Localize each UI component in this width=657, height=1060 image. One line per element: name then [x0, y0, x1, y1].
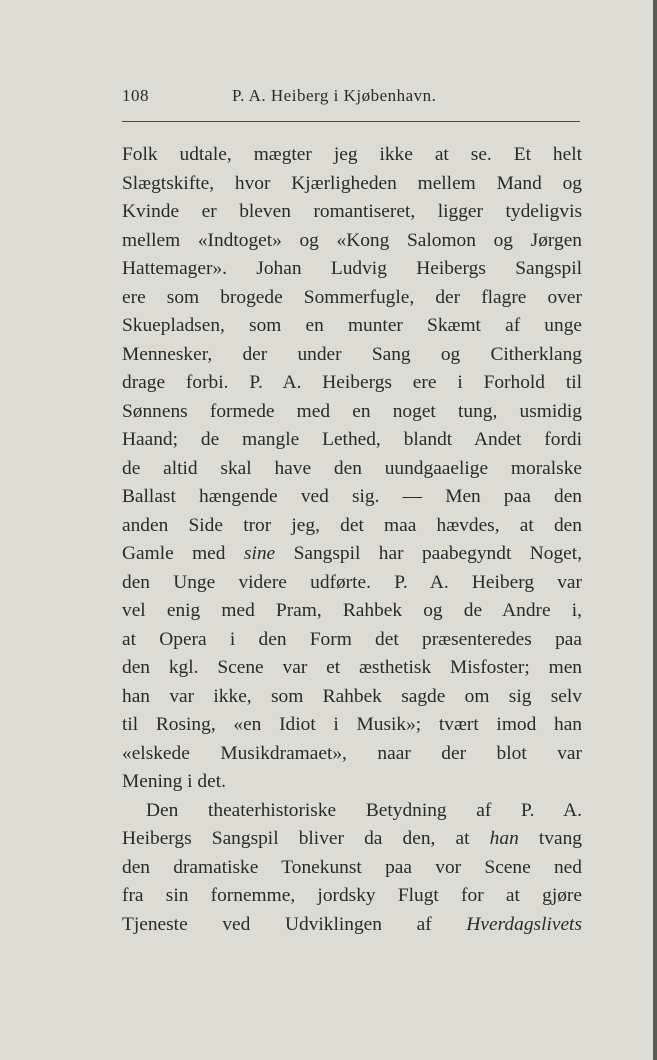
page-number: 108: [122, 86, 149, 105]
text-line: [122, 911, 582, 940]
text-line: fra sin fornemme, jordsky Flugt for at gjøre: [122, 885, 582, 906]
text-line: [122, 825, 582, 854]
text-line: han var ikke, som Rahbek sagde om sig selv: [122, 685, 582, 707]
text-line: til Rosing, «en Idiot i Musik»; tvært imod han: [122, 714, 582, 735]
text-line: Haand; de mangle Lethed, blandt Andet fordi: [122, 429, 582, 450]
text-line: den Unge videre udførte. P. A. Heiberg var: [122, 571, 582, 593]
emphasized-word: sine: [243, 543, 276, 564]
text-segment: Gamle med: [122, 543, 244, 564]
body-text: [122, 141, 582, 939]
text-line: drage forbi. P. A. Heibergs ere i Forhold til: [122, 372, 582, 393]
text-line: Folk udtale, mægter jeg ikke at se. Et helt: [122, 144, 582, 165]
running-head: P. A. Heiberg i Kjøbenhavn.: [232, 86, 437, 105]
text-line: Skuepladsen, som en munter Skæmt af unge: [122, 315, 582, 336]
page-header: [122, 86, 580, 112]
text-line: Mening i det.: [122, 771, 226, 792]
text-line: «elskede Musikdramaet», naar der blot var: [122, 742, 582, 764]
text-line: den kgl. Scene var et æsthetisk Misfoster; men: [122, 657, 582, 678]
emphasized-word: han: [489, 828, 519, 849]
text-line: ere som brogede Sommerfugle, der flagre over: [122, 286, 582, 308]
text-line: den dramatiske Tonekunst paa vor Scene ned: [122, 856, 582, 878]
text-line: mellem «Indtoget» og «Kong Salomon og Jørgen: [122, 229, 582, 251]
text-line: Hattemager». Johan Ludvig Heibergs Sangspil: [122, 258, 582, 279]
text-line: Slægtskifte, hvor Kjærligheden mellem Mand og: [122, 172, 582, 194]
emphasized-word: Hverdagslivets: [466, 913, 582, 935]
text-line: Sønnens formede med en noget tung, usmidig: [122, 400, 582, 422]
header-rule: [122, 121, 580, 122]
text-line: Kvinde er bleven romantiseret, ligger tydeligvis: [122, 201, 582, 222]
text-line: anden Side tror jeg, det maa hævdes, at den: [122, 514, 582, 536]
text-line: at Opera i den Form det præsenteredes paa: [122, 628, 582, 650]
text-line: Mennesker, der under Sang og Citherklang: [122, 343, 582, 365]
text-segment: tvang: [518, 828, 582, 849]
page-edge: [653, 0, 657, 1060]
text-segment: Heibergs Sangspil bliver da den, at: [122, 828, 490, 849]
text-line: de altid skal have den uundgaaelige moralske: [122, 457, 582, 479]
text-line: Ballast hængende ved sig. — Men paa den: [122, 486, 582, 507]
text-line: vel enig med Pram, Rahbek og de Andre i,: [122, 600, 582, 621]
text-line: Den theaterhistoriske Betydning af P. A.: [146, 799, 582, 821]
text-segment: Tjeneste ved Udviklingen af: [122, 913, 467, 935]
text-segment: Sangspil har paabegyndt Noget,: [275, 543, 582, 564]
text-line: [122, 540, 582, 569]
